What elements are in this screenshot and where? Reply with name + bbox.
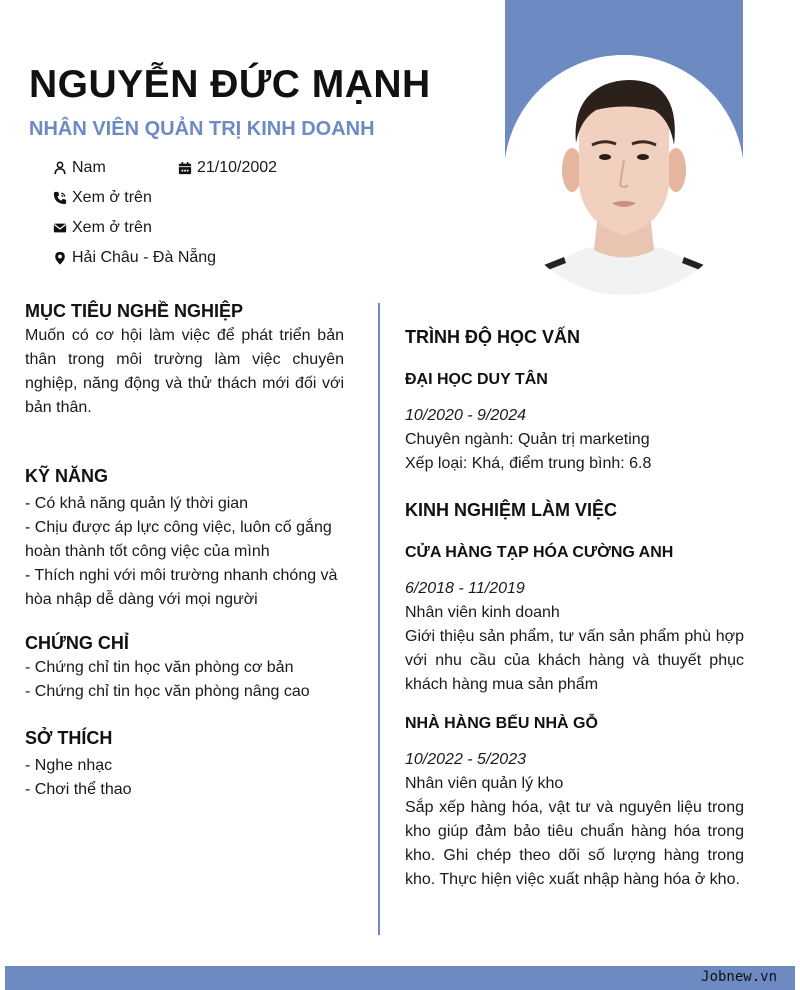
school-name: ĐẠI HỌC DUY TÂN	[405, 371, 548, 388]
gender-value: Nam	[72, 159, 106, 176]
footer-brand: Jobnew.vn	[701, 969, 777, 985]
column-divider	[378, 303, 380, 935]
hobbies-heading: SỞ THÍCH	[25, 728, 113, 748]
job-company: NHÀ HÀNG BẾU NHÀ GỖ	[405, 715, 598, 732]
education-period: 10/2020 - 9/2024	[405, 407, 526, 424]
job-period: 6/2018 - 11/2019	[405, 580, 525, 597]
job-description: Giới thiệu sản phẩm, tư vấn sản phẩm phù hợp với nhu cầu của khách hàng và thuyết phục khách hàng mua sản phẩm	[405, 628, 744, 693]
address-value: Hải Châu - Đà Nẵng	[72, 249, 217, 266]
phone-value: Xem ở trên	[72, 189, 152, 206]
job-description: Sắp xếp hàng hóa, vật tư và nguyên liệu trong kho giúp đảm bảo tiêu chuẩn hàng hóa trong kho. Ghi chép theo dõi số lượng hàng trong kho. Thực hiện việc xuất nhập hàng hóa ở kho.	[405, 799, 744, 888]
job-position: Nhân viên quản lý kho	[405, 775, 564, 792]
skill-item: - Chịu được áp lực công việc, luôn cố gắng hoàn thành tốt công việc của mình	[25, 519, 332, 560]
location-pin-icon	[52, 251, 67, 266]
experience-heading: KINH NGHIỆM LÀM VIỆC	[405, 500, 618, 520]
objective-heading: MỤC TIÊU NGHỀ NGHIỆP	[25, 301, 244, 321]
certificate-item: - Chứng chỉ tin học văn phòng nâng cao	[25, 683, 310, 700]
skills-heading: KỸ NĂNG	[25, 466, 109, 486]
job-period: 10/2022 - 5/2023	[405, 751, 526, 768]
contact-birthday	[177, 159, 277, 177]
user-icon	[52, 161, 67, 176]
job-position: Nhân viên kinh doanh	[405, 604, 560, 621]
footer-bar	[5, 966, 795, 990]
birthday-value: 21/10/2002	[197, 159, 278, 176]
skills-list	[25, 492, 360, 612]
portrait-photo	[504, 55, 744, 295]
education-heading: TRÌNH ĐỘ HỌC VẤN	[405, 327, 580, 347]
phone-icon	[52, 191, 67, 206]
certificates-heading: CHỨNG CHỈ	[25, 633, 129, 653]
candidate-name: NGUYỄN ĐỨC MẠNH	[29, 63, 431, 106]
job-title: NHÂN VIÊN QUẢN TRỊ KINH DOANH	[29, 118, 375, 140]
calendar-icon	[177, 161, 192, 176]
certificates-list	[25, 656, 360, 704]
skill-item: - Có khả năng quản lý thời gian	[25, 495, 249, 512]
job-company: CỬA HÀNG TẠP HÓA CƯỜNG ANH	[405, 544, 674, 561]
contact-phone	[52, 189, 152, 207]
envelope-icon	[52, 221, 67, 236]
contact-gender	[52, 159, 106, 177]
education-grade: Xếp loại: Khá, điểm trung bình: 6.8	[405, 455, 652, 472]
objective-text: Muốn có cơ hội làm việc để phát triển bản thân trong môi trường làm việc chuyên nghiệp, năng động và thử thách mới đối với bản thân.	[25, 327, 344, 416]
contact-address	[52, 249, 216, 267]
contact-email	[52, 219, 152, 237]
avatar	[504, 55, 744, 295]
skill-item: - Thích nghi với môi trường nhanh chóng và hòa nhập dễ dàng với mọi người	[25, 567, 338, 608]
email-value: Xem ở trên	[72, 219, 152, 236]
certificate-item: - Chứng chỉ tin học văn phòng cơ bản	[25, 659, 294, 676]
hobby-item: - Chơi thể thao	[25, 781, 132, 798]
education-major: Chuyên ngành: Quản trị marketing	[405, 431, 650, 448]
hobby-item: - Nghe nhạc	[25, 757, 113, 774]
education-details	[405, 428, 745, 476]
hobbies-list	[25, 754, 360, 802]
